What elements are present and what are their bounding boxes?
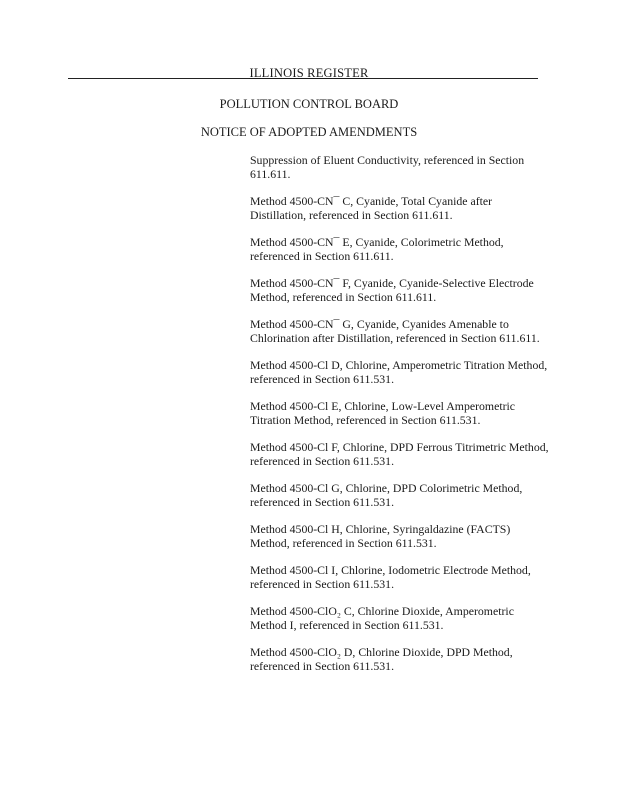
method-entry: Method 4500-Cl E, Chlorine, Low-Level Amperometric Titration Method, referenced in Section 611.531. — [250, 399, 516, 428]
method-entry: Method 4500-ClO₂ D, Chlorine Dioxide, DPD Method, referenced in Section 611.531. — [250, 645, 513, 674]
method-entry: Suppression of Eluent Conductivity, referenced in Section 611.611. — [250, 153, 525, 182]
method-entry: Method 4500-CN¯ C, Cyanide, Total Cyanide after Distillation, referenced in Section 611.611. — [250, 194, 493, 223]
method-reference-list — [250, 153, 550, 686]
method-entry: Method 4500-Cl G, Chlorine, DPD Colorimetric Method, referenced in Section 611.531. — [250, 481, 523, 510]
agency-heading: POLLUTION CONTROL BOARD — [219, 97, 399, 111]
method-entry: Method 4500-Cl I, Chlorine, Iodometric Electrode Method, referenced in Section 611.531. — [250, 563, 531, 592]
method-entry: Method 4500-Cl F, Chlorine, DPD Ferrous Titrimetric Method, referenced in Section 611.531. — [250, 440, 549, 469]
method-entry: Method 4500-CN¯ F, Cyanide, Cyanide-Selective Electrode Method, referenced in Section 611.611. — [250, 276, 534, 305]
register-title: ILLINOIS REGISTER — [249, 66, 369, 80]
notice-heading: NOTICE OF ADOPTED AMENDMENTS — [200, 125, 418, 139]
method-entry: Method 4500-Cl D, Chlorine, Amperometric Titration Method, referenced in Section 611.531. — [250, 358, 548, 387]
method-entry: Method 4500-Cl H, Chlorine, Syringaldazine (FACTS) Method, referenced in Section 611.531. — [250, 522, 511, 551]
method-entry: Method 4500-ClO₂ C, Chlorine Dioxide, Amperometric Method I, referenced in Section 611.531. — [250, 604, 514, 633]
method-entry: Method 4500-CN¯ G, Cyanide, Cyanides Amenable to Chlorination after Distillation, referenced in Section 611.611. — [250, 317, 540, 346]
method-entry: Method 4500-CN¯ E, Cyanide, Colorimetric Method, referenced in Section 611.611. — [250, 235, 504, 264]
